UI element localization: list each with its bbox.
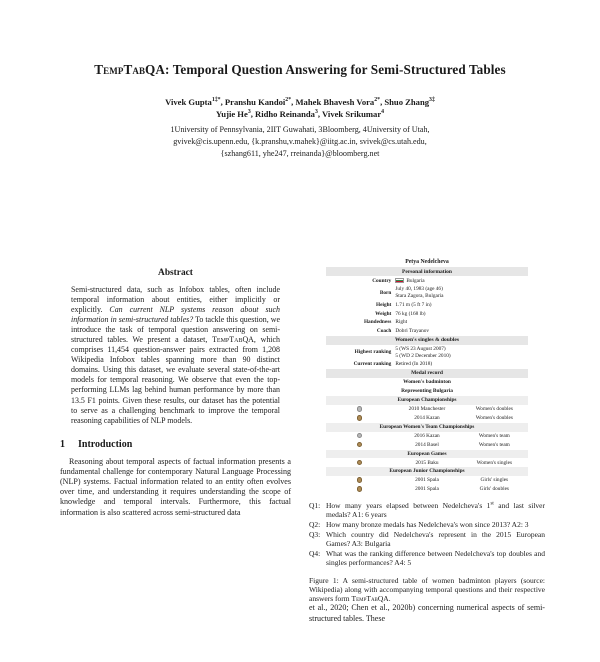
- bronze-medal-icon: [357, 486, 362, 491]
- qa-key: Q2:: [309, 520, 321, 530]
- abstract-part-3: , which comprises 11,454 question-answer pairs extracted from 1,208 Wikipedia Infobox tables spanning more than 90 distinct domains. Using this dataset, we evaluate several state-of-the-art models for temporal reasoning. We observe that even the top-performing LLMs lag behind human performance by more than 13.5 F1 points. Given these results, our dataset has the potential to serve as a challenging benchmark to improve the temporal reasoning capabilities of NLP models.: [71, 335, 280, 425]
- medal-category: Women's singles: [476, 459, 513, 466]
- infobox-row-highest-ranking: [326, 345, 528, 360]
- infobox-label-born: Born: [379, 289, 392, 296]
- medal-icon-cell: [326, 414, 393, 423]
- silver-medal-icon: [357, 406, 362, 411]
- qa-item: [309, 549, 545, 567]
- title-dataset-name: TempTabQA: [94, 62, 166, 77]
- title-remainder: : Temporal Question Answering for Semi-Structured Tables: [165, 62, 506, 77]
- country-name: Bulgaria: [406, 277, 425, 284]
- qa-key: Q1:: [309, 501, 321, 511]
- born-place: Stara Zagora, Bulgaria: [395, 292, 444, 299]
- infobox-value-born: [393, 285, 528, 300]
- medal-entry-row: [326, 432, 528, 441]
- medal-entry-row: [326, 405, 528, 414]
- medal-entry-row: [326, 458, 528, 467]
- author-line-1: Vivek Gupta$^{1\ddagger*}$, Pranshu Kandoi$^{2*}$, Mahek Bhavesh Vora$^{2*}$, Shuo Zhang$^{3\ddagger}$: [165, 96, 435, 107]
- qa-text: How many years elapsed between Nedelcheva's 1st and last silver medals? A1: 6 years: [326, 500, 545, 520]
- infobox-discipline-header: Women's singles & doubles: [326, 336, 528, 345]
- medal-entry-row: [326, 485, 528, 494]
- infobox-label-handedness: Handedness: [363, 319, 392, 326]
- medal-event: 2001 Spala: [415, 477, 439, 484]
- bronze-medal-icon: [357, 460, 362, 465]
- figure-label: Figure 1:: [309, 575, 339, 585]
- medal-event: 2014 Basel: [415, 441, 439, 448]
- infobox-section-medal-record: [326, 369, 528, 378]
- infobox-sport-header: Women's badminton: [403, 379, 451, 386]
- medal-event: 2001 Spala: [415, 486, 439, 493]
- figure-caption: [309, 576, 545, 603]
- born-date: July 40, 1983 (age 46): [395, 286, 443, 293]
- infobox-table: [326, 258, 528, 494]
- medal-group-header-row: [326, 423, 528, 432]
- medal-icon-cell: [326, 441, 393, 450]
- infobox-value-coach: Dobri Trayanov: [395, 328, 430, 335]
- highest-ranking-doubles: 5 (WD 2 December 2010): [395, 352, 451, 359]
- medal-category: Women's doubles: [475, 406, 513, 413]
- infobox-label-current-ranking: Current ranking: [353, 361, 392, 368]
- qa-key: Q4:: [309, 548, 321, 558]
- figure-caption-text: A semi-structured table of women badminton players (source: Wikipedia) along with accompanying temporal questions and their respective answers form: [309, 575, 545, 604]
- medal-category: Girls' singles: [480, 477, 509, 484]
- infobox-value-handedness: Right: [395, 319, 408, 326]
- medal-category: Women's team: [478, 432, 510, 439]
- page-title: [46, 62, 554, 79]
- medal-category: Women's doubles: [475, 415, 513, 422]
- infobox-value-country: [393, 276, 528, 285]
- medal-icon-cell: [326, 432, 393, 441]
- qa-text: How many bronze medals has Nedelcheva's won since 2013? A2: 3: [326, 520, 529, 530]
- medal-icon-cell: [326, 458, 393, 467]
- abstract-research-question: Can current NLP systems reason about such information in semi-structured tables?: [71, 305, 280, 325]
- medal-icon-cell: [326, 476, 393, 485]
- introduction-paragraph: Reasoning about temporal aspects of factual information presents a fundamental challenge for contemporary Natural Language Processing (NLP) systems. Factual information related to an entity often evolves over time, and understanding it requires understanding the scope of knowledge and temporal intervals. Furthermore, this factual information is also scattered across semi-structured data: [60, 456, 291, 517]
- infobox-medal-record-header: Medal record: [326, 369, 528, 378]
- medal-group-header-european-games: European Games: [326, 450, 528, 459]
- section-number: 1: [60, 438, 65, 450]
- infobox-title-row: [326, 258, 528, 267]
- infobox-row-country: [326, 276, 528, 285]
- qa-key: Q3:: [309, 529, 321, 539]
- right-column: [309, 258, 545, 662]
- infobox-label-weight: Weight: [375, 310, 392, 317]
- medal-event: 2014 Kazan: [414, 415, 440, 422]
- infobox-value-height: 1.71 m (5 ft 7 in): [395, 301, 432, 308]
- silver-medal-icon: [357, 433, 362, 438]
- bronze-medal-icon: [357, 477, 362, 482]
- infobox-row-born: [326, 285, 528, 300]
- infobox-label-country: Country: [372, 277, 392, 284]
- qa-text: What was the ranking difference between Nedelcheva's top doubles and singles performances? A4: 5: [326, 548, 545, 567]
- qa-item: [309, 501, 545, 519]
- infobox-row-handedness: [326, 318, 528, 327]
- qa-list: [309, 501, 545, 567]
- infobox-personal-information-header: Personal information: [326, 267, 528, 276]
- medal-category: Girls' doubles: [479, 486, 509, 493]
- medal-group-header-junior-championships: European Junior Championships: [326, 467, 528, 476]
- author-line-2: Yujie He$^3$, Ridho Reinanda$^3$, Vivek Srikumar$^4$: [215, 108, 385, 119]
- infobox-value-weight: 76 kg (168 lb): [395, 310, 426, 317]
- emails-line-2: {szhang611, yhe247, rreinanda}@bloomberg.net: [220, 148, 380, 158]
- bronze-medal-icon: [357, 415, 362, 420]
- infobox-row-sport: [326, 378, 528, 387]
- affiliations: 1University of Pennsylvania, 2IIT Guwahati, 3Bloomberg, 4University of Utah,: [170, 125, 430, 135]
- abstract-dataset-name: TempTabQA: [212, 335, 254, 345]
- author-list: [40, 96, 560, 121]
- bulgaria-flag-icon: [395, 278, 404, 283]
- abstract-heading: Abstract: [158, 268, 193, 278]
- section-heading-introduction: [60, 439, 291, 450]
- figure-caption-tail: .: [388, 594, 391, 604]
- medal-event: 2015 Baku: [415, 459, 439, 466]
- medal-icon-cell: [326, 485, 393, 494]
- infobox-representing-header: Representing Bulgaria: [401, 388, 453, 395]
- emails-line-1: gvivek@cis.upenn.edu, {k.pranshu,v.mahek}@iitg.ac.in, svivek@cs.utah.edu,: [173, 137, 427, 147]
- medal-icon-cell: [326, 405, 393, 414]
- qa-item: [309, 530, 545, 548]
- medal-group-header-team-championships: European Women's Team Championships: [326, 423, 528, 432]
- infobox-row-height: [326, 301, 528, 310]
- infobox-label-coach: Coach: [376, 328, 392, 335]
- qa-text: Which country did Nedelcheva's represent in the 2015 European Games? A3: Bulgaria: [326, 529, 545, 548]
- infobox-row-coach: [326, 327, 528, 336]
- medal-entry-row: [326, 476, 528, 485]
- figure-caption-dataset: TempTabQA: [351, 594, 389, 604]
- infobox-label-highest-ranking: Highest ranking: [354, 349, 392, 356]
- medal-event: 2010 Manchester: [408, 406, 446, 413]
- abstract-part-1: Semi-structured data, such as Infobox tables, often include temporal information about entities, either implicitly or explicitly.: [71, 285, 280, 315]
- infobox-section-personal: [326, 267, 528, 276]
- continued-body-text: et al., 2020; Chen et al., 2020b) concerning numerical aspects of semi-structured tables. These: [309, 603, 545, 623]
- infobox-label-height: Height: [376, 301, 392, 308]
- infobox-value-highest-ranking: [393, 345, 528, 360]
- medal-group-header-row: [326, 467, 528, 476]
- medal-category: Women's team: [478, 441, 510, 448]
- affiliation-block: [44, 124, 556, 159]
- medal-entry-row: [326, 441, 528, 450]
- qa-item: [309, 520, 545, 529]
- section-title: Introduction: [78, 438, 133, 450]
- two-column-body: [0, 258, 600, 662]
- medal-group-header-row: [326, 450, 528, 459]
- bronze-medal-icon: [357, 442, 362, 447]
- paper-page: [0, 62, 600, 662]
- infobox-row-weight: [326, 309, 528, 318]
- abstract-paragraph: [71, 285, 280, 426]
- left-column: [60, 258, 291, 662]
- infobox-value-current-ranking: Retired (In 2018): [395, 361, 433, 368]
- infobox-row-representing: [326, 387, 528, 396]
- abstract-body: [60, 285, 291, 426]
- infobox-person-name: Petya Nedelcheva: [405, 259, 449, 266]
- medal-entry-row: [326, 414, 528, 423]
- highest-ranking-singles: 5 (WS 23 August 2007): [395, 346, 446, 353]
- medal-event: 2016 Kazan: [414, 432, 440, 439]
- infobox-row-current-ranking: [326, 360, 528, 369]
- abstract-part-2: To tackle this question, we introduce the task of temporal question answering on semi-structured tables. We present a dataset,: [71, 315, 280, 345]
- medal-group-header-european-championships: European Championships: [326, 396, 528, 405]
- infobox-section-discipline: [326, 336, 528, 345]
- medal-group-header-row: [326, 396, 528, 405]
